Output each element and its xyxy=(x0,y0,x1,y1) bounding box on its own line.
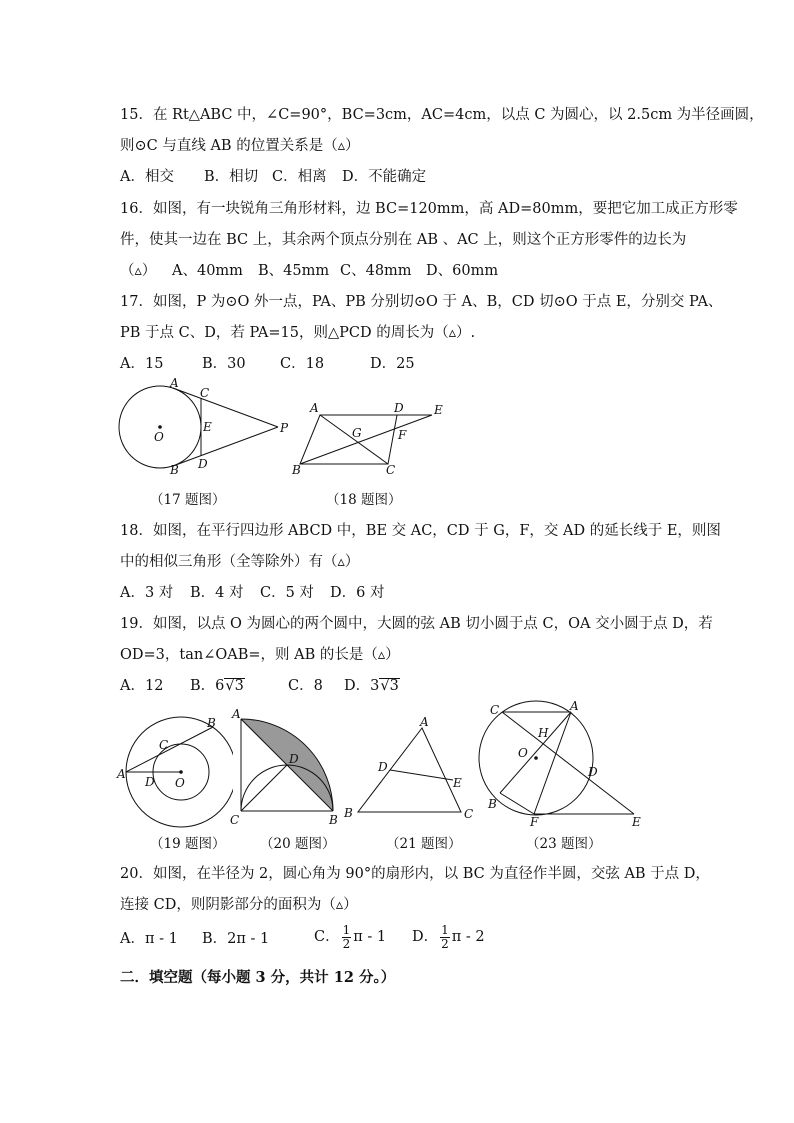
fig23-label-b: B xyxy=(488,797,497,811)
q15-option-c: C．相离 xyxy=(272,169,327,185)
q17-option-c: C．18 xyxy=(280,356,325,372)
q17-line1: 17．如图，P 为⊙O 外一点，PA、PB 分别切⊙O 于 A、B，CD 切⊙O 于点 E，分别交 PA、 xyxy=(120,294,723,310)
figure-18 xyxy=(290,398,450,478)
fig18-label-f: F xyxy=(398,428,407,442)
q20-option-d: D． $\frac{1}{2}$ π - 2 xyxy=(412,922,485,951)
fig18-label-d: D xyxy=(394,401,404,415)
fig21-label-e: E xyxy=(453,776,462,790)
fig18-label-c: C xyxy=(386,463,396,477)
q19-option-b: B．6√3 xyxy=(190,678,244,694)
fig17-label-e: E xyxy=(203,420,212,434)
q18-option-a: A．3 对 xyxy=(120,585,174,601)
fig20-label-d: D xyxy=(289,752,299,766)
sqrt-3: √3 xyxy=(380,678,399,694)
q19-line2: OD=3，tan∠OAB=，则 AB 的长是（▵） xyxy=(120,647,400,663)
q17-option-b: B．30 xyxy=(202,356,246,372)
fig23-label-h: H xyxy=(538,726,549,740)
fig17-label-o: O xyxy=(154,430,164,444)
q20-options xyxy=(120,922,485,952)
fig23-label-a: A xyxy=(570,700,579,713)
fig21-caption: （21 题图） xyxy=(386,836,462,852)
q16-line2: 件，使其一边在 BC 上，其余两个顶点分别在 AB 、AC 上，则这个正方形零件的边长为 xyxy=(120,232,687,248)
fig19-label-o: O xyxy=(175,776,185,790)
fig17-label-p: P xyxy=(280,421,289,435)
fig23-label-d: D xyxy=(588,765,598,779)
q19-options xyxy=(120,674,400,695)
fig21-label-c: C xyxy=(464,807,474,821)
q16-option-b: B、45mm xyxy=(258,263,330,279)
q20-option-b: B．2π - 1 xyxy=(202,930,270,947)
q15-line2: 则⊙C 与直线 AB 的位置关系是（▵） xyxy=(120,138,360,154)
q15-option-d: D．不能确定 xyxy=(342,169,427,185)
q17-options xyxy=(120,352,415,373)
fig18-caption: （18 题图） xyxy=(326,492,402,508)
q20-line2: 连接 CD，则阴影部分的面积为（▵） xyxy=(120,897,358,913)
fig20-label-c: C xyxy=(230,813,240,827)
figure-20 xyxy=(226,704,351,828)
fig19-label-b: B xyxy=(207,716,216,730)
q18-line1: 18．如图，在平行四边形 ABCD 中，BE 交 AC，CD 于 G，F，交 AD 的延长线于 E，则图 xyxy=(120,523,721,539)
fig17-caption: （17 题图） xyxy=(150,492,226,508)
q18-options xyxy=(120,581,384,602)
q19-option-c: C．8 xyxy=(288,678,323,694)
fig19-label-d: D xyxy=(145,775,155,789)
q16-line1: 16．如图，有一块锐角三角形材料，边 BC=120mm，高 AD=80mm，要把它加工成正方形零 xyxy=(120,201,738,217)
q20-line1: 20．如图，在半径为 2，圆心角为 90°的扇形内，以 BC 为直径作半圆，交弦 AB 于点 D， xyxy=(120,866,710,882)
fig20-label-a: A xyxy=(232,707,241,721)
fraction-half: $\frac{1}{2}$ xyxy=(342,922,351,951)
q15-options xyxy=(120,165,426,186)
q20-option-a: A．π - 1 xyxy=(120,930,178,947)
fig23-label-f: F xyxy=(530,815,539,828)
fig21-label-b: B xyxy=(344,806,353,820)
q16-option-c: C、48mm xyxy=(340,263,412,279)
q15-option-b: B．相切 xyxy=(204,169,259,185)
q17-option-d: D．25 xyxy=(370,356,415,372)
q17-line2: PB 于点 C、D，若 PA=15，则△PCD 的周长为（▵）. xyxy=(120,325,476,341)
q16-option-d: D、60mm xyxy=(426,263,499,279)
q20-option-c: C． $\frac{1}{2}$ π - 1 xyxy=(314,922,387,951)
q16-options xyxy=(120,259,498,280)
fig18-label-b: B xyxy=(292,463,301,477)
q19-option-a: A．12 xyxy=(120,678,164,694)
q18-option-b: B．4 对 xyxy=(190,585,244,601)
fig21-label-d: D xyxy=(378,760,388,774)
fig17-label-d: D xyxy=(198,457,208,471)
fraction-half: $\frac{1}{2}$ xyxy=(441,922,449,951)
fig21-label-a: A xyxy=(420,716,429,729)
fig18-label-a: A xyxy=(310,401,319,415)
fig17-label-a: A xyxy=(170,376,179,390)
sqrt-3: √3 xyxy=(225,678,244,694)
fig19-label-c: C xyxy=(159,738,169,752)
fig18-label-g: G xyxy=(352,426,362,440)
fig20-label-b: B xyxy=(329,813,338,827)
q18-line2: 中的相似三角形（全等除外）有（▵） xyxy=(120,554,360,570)
figure-17 xyxy=(110,376,295,476)
fig23-caption: （23 题图） xyxy=(526,836,602,852)
fig19-label-a: A xyxy=(117,767,126,781)
figure-23 xyxy=(474,700,644,828)
q16-option-a: A、40mm xyxy=(172,263,243,279)
section-2-title: 二．填空题（每小题 3 分，共计 12 分。） xyxy=(120,969,396,986)
fig20-caption: （20 题图） xyxy=(260,836,336,852)
fig19-caption: （19 题图） xyxy=(150,836,226,852)
q17-option-a: A．15 xyxy=(120,356,164,372)
fig23-label-c: C xyxy=(490,703,500,717)
fig18-label-e: E xyxy=(434,403,443,417)
figure-21 xyxy=(340,716,480,826)
figure-19 xyxy=(115,710,233,830)
q18-option-c: C．5 对 xyxy=(260,585,314,601)
q15-line1: 15．在 Rt△ABC 中，∠C=90°，BC=3cm，AC=4cm，以点 C 为圆心，以 2.5cm 为半径画圆， xyxy=(120,107,764,123)
fig17-label-b: B xyxy=(170,463,179,476)
q19-line1: 19．如图，以点 O 为圆心的两个圆中，大圆的弦 AB 切小圆于点 C，OA 交小圆于点 D，若 xyxy=(120,616,713,632)
q18-option-d: D．6 对 xyxy=(330,585,385,601)
q19-option-d: D．3√3 xyxy=(344,678,399,694)
fig17-label-c: C xyxy=(200,386,210,400)
fig23-label-o: O xyxy=(518,746,528,760)
q16-prefix: （▵） xyxy=(120,263,157,279)
fig23-label-e: E xyxy=(632,815,641,828)
q15-option-a: A．相交 xyxy=(120,169,174,185)
